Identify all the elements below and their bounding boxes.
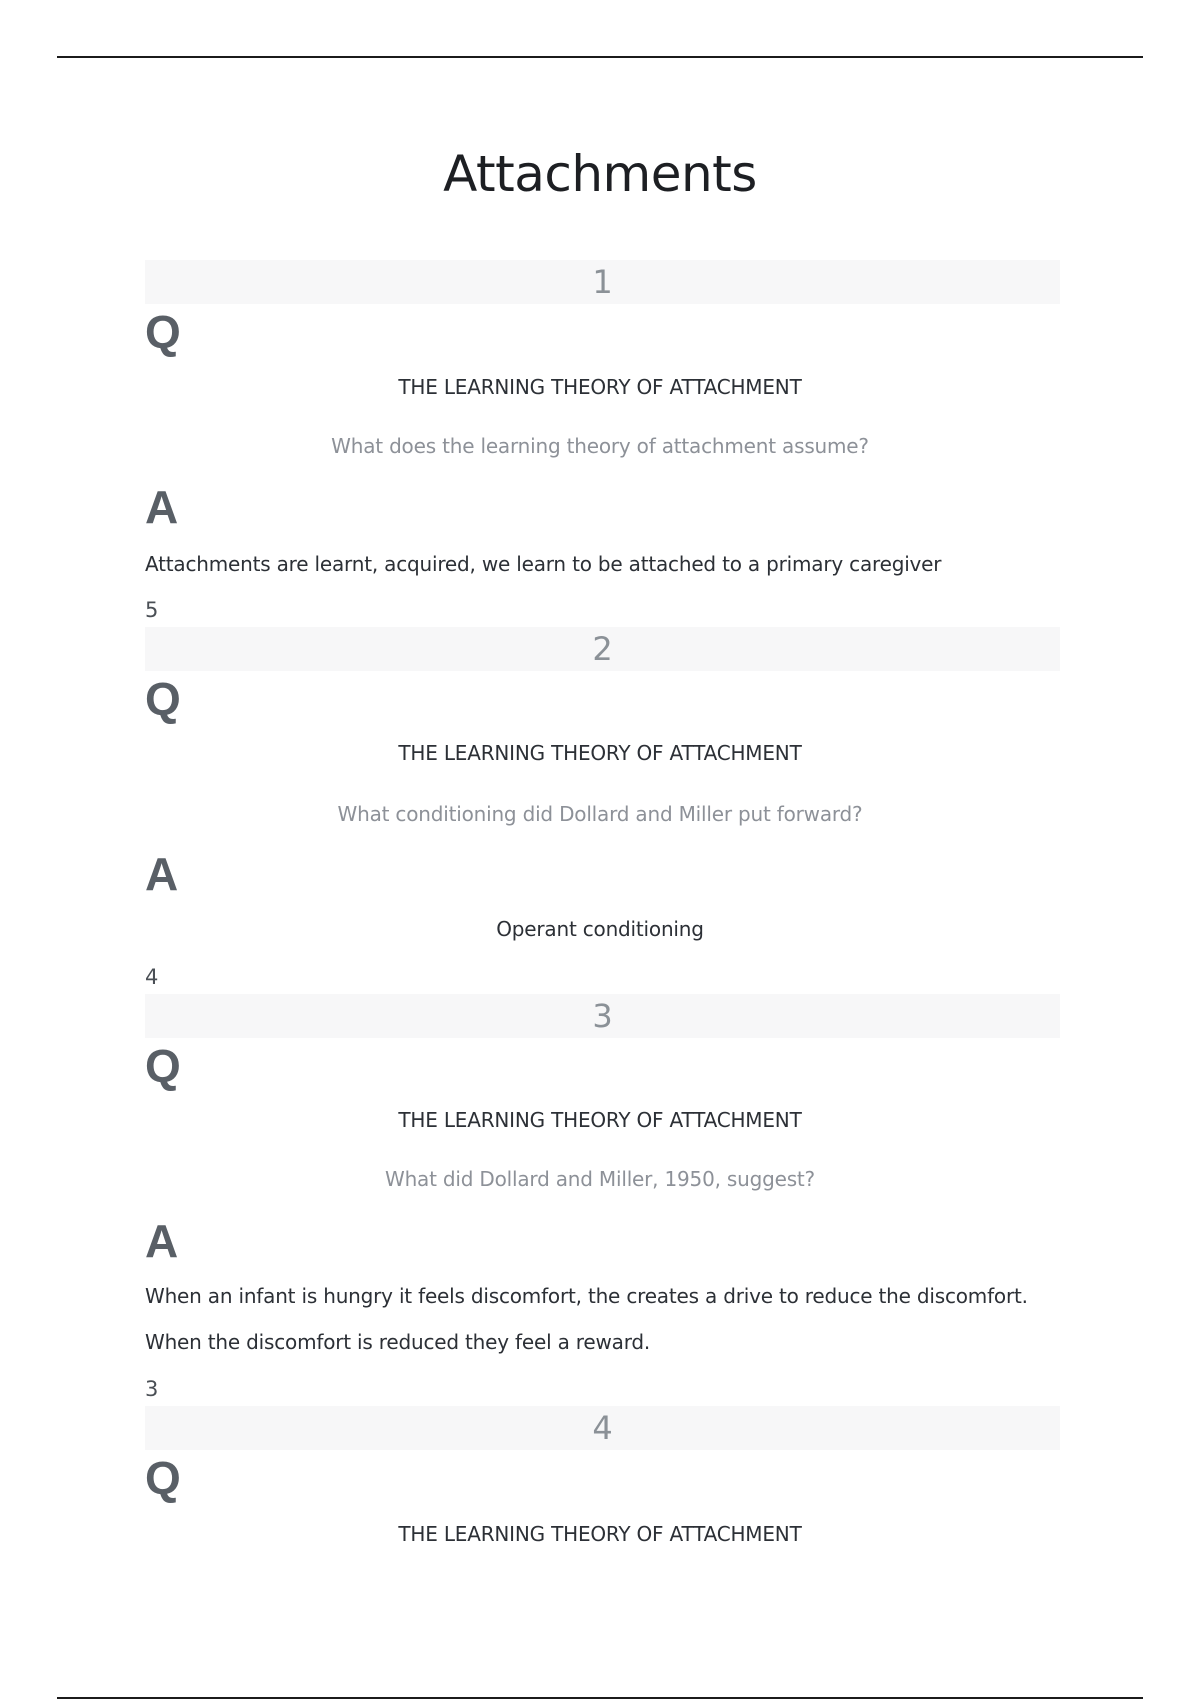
card-count: 4	[145, 965, 159, 989]
answer-line: Operant conditioning	[496, 917, 704, 941]
card-number: 4	[145, 1406, 1060, 1450]
card-question: What did Dollard and Miller, 1950, suggest?	[385, 1167, 815, 1191]
answer-line: Attachments are learnt, acquired, we learn to be attached to a primary caregiver	[145, 552, 942, 576]
question-label: Q	[145, 1040, 181, 1092]
card-question: What conditioning did Dollard and Miller put forward?	[337, 802, 863, 826]
card-topic: THE LEARNING THEORY OF ATTACHMENT	[398, 741, 802, 765]
top-rule	[57, 56, 1143, 58]
card-count: 5	[145, 598, 159, 622]
question-label: Q	[145, 673, 181, 725]
answer-label: A	[145, 1215, 179, 1267]
card-count: 3	[145, 1377, 159, 1401]
answer-label: A	[145, 481, 179, 533]
card-number: 1	[145, 260, 1060, 304]
card-question: What does the learning theory of attachment assume?	[331, 434, 869, 458]
card-topic: THE LEARNING THEORY OF ATTACHMENT	[398, 1522, 802, 1546]
card-number: 3	[145, 994, 1060, 1038]
question-label: Q	[145, 1452, 181, 1504]
bottom-rule	[57, 1697, 1143, 1699]
card-answer	[0, 906, 1200, 952]
card-answer	[145, 541, 1065, 587]
card-answer	[145, 1273, 1065, 1365]
card-topic: THE LEARNING THEORY OF ATTACHMENT	[398, 1108, 802, 1132]
answer-label: A	[145, 848, 179, 900]
answer-line: When an infant is hungry it feels discomfort, the creates a drive to reduce the discomfort.	[145, 1284, 1028, 1308]
card-topic: THE LEARNING THEORY OF ATTACHMENT	[398, 375, 802, 399]
card-number: 2	[145, 627, 1060, 671]
answer-line: When the discomfort is reduced they feel a reward.	[145, 1330, 651, 1354]
question-label: Q	[145, 306, 181, 358]
page-title: Attachments	[443, 145, 757, 203]
